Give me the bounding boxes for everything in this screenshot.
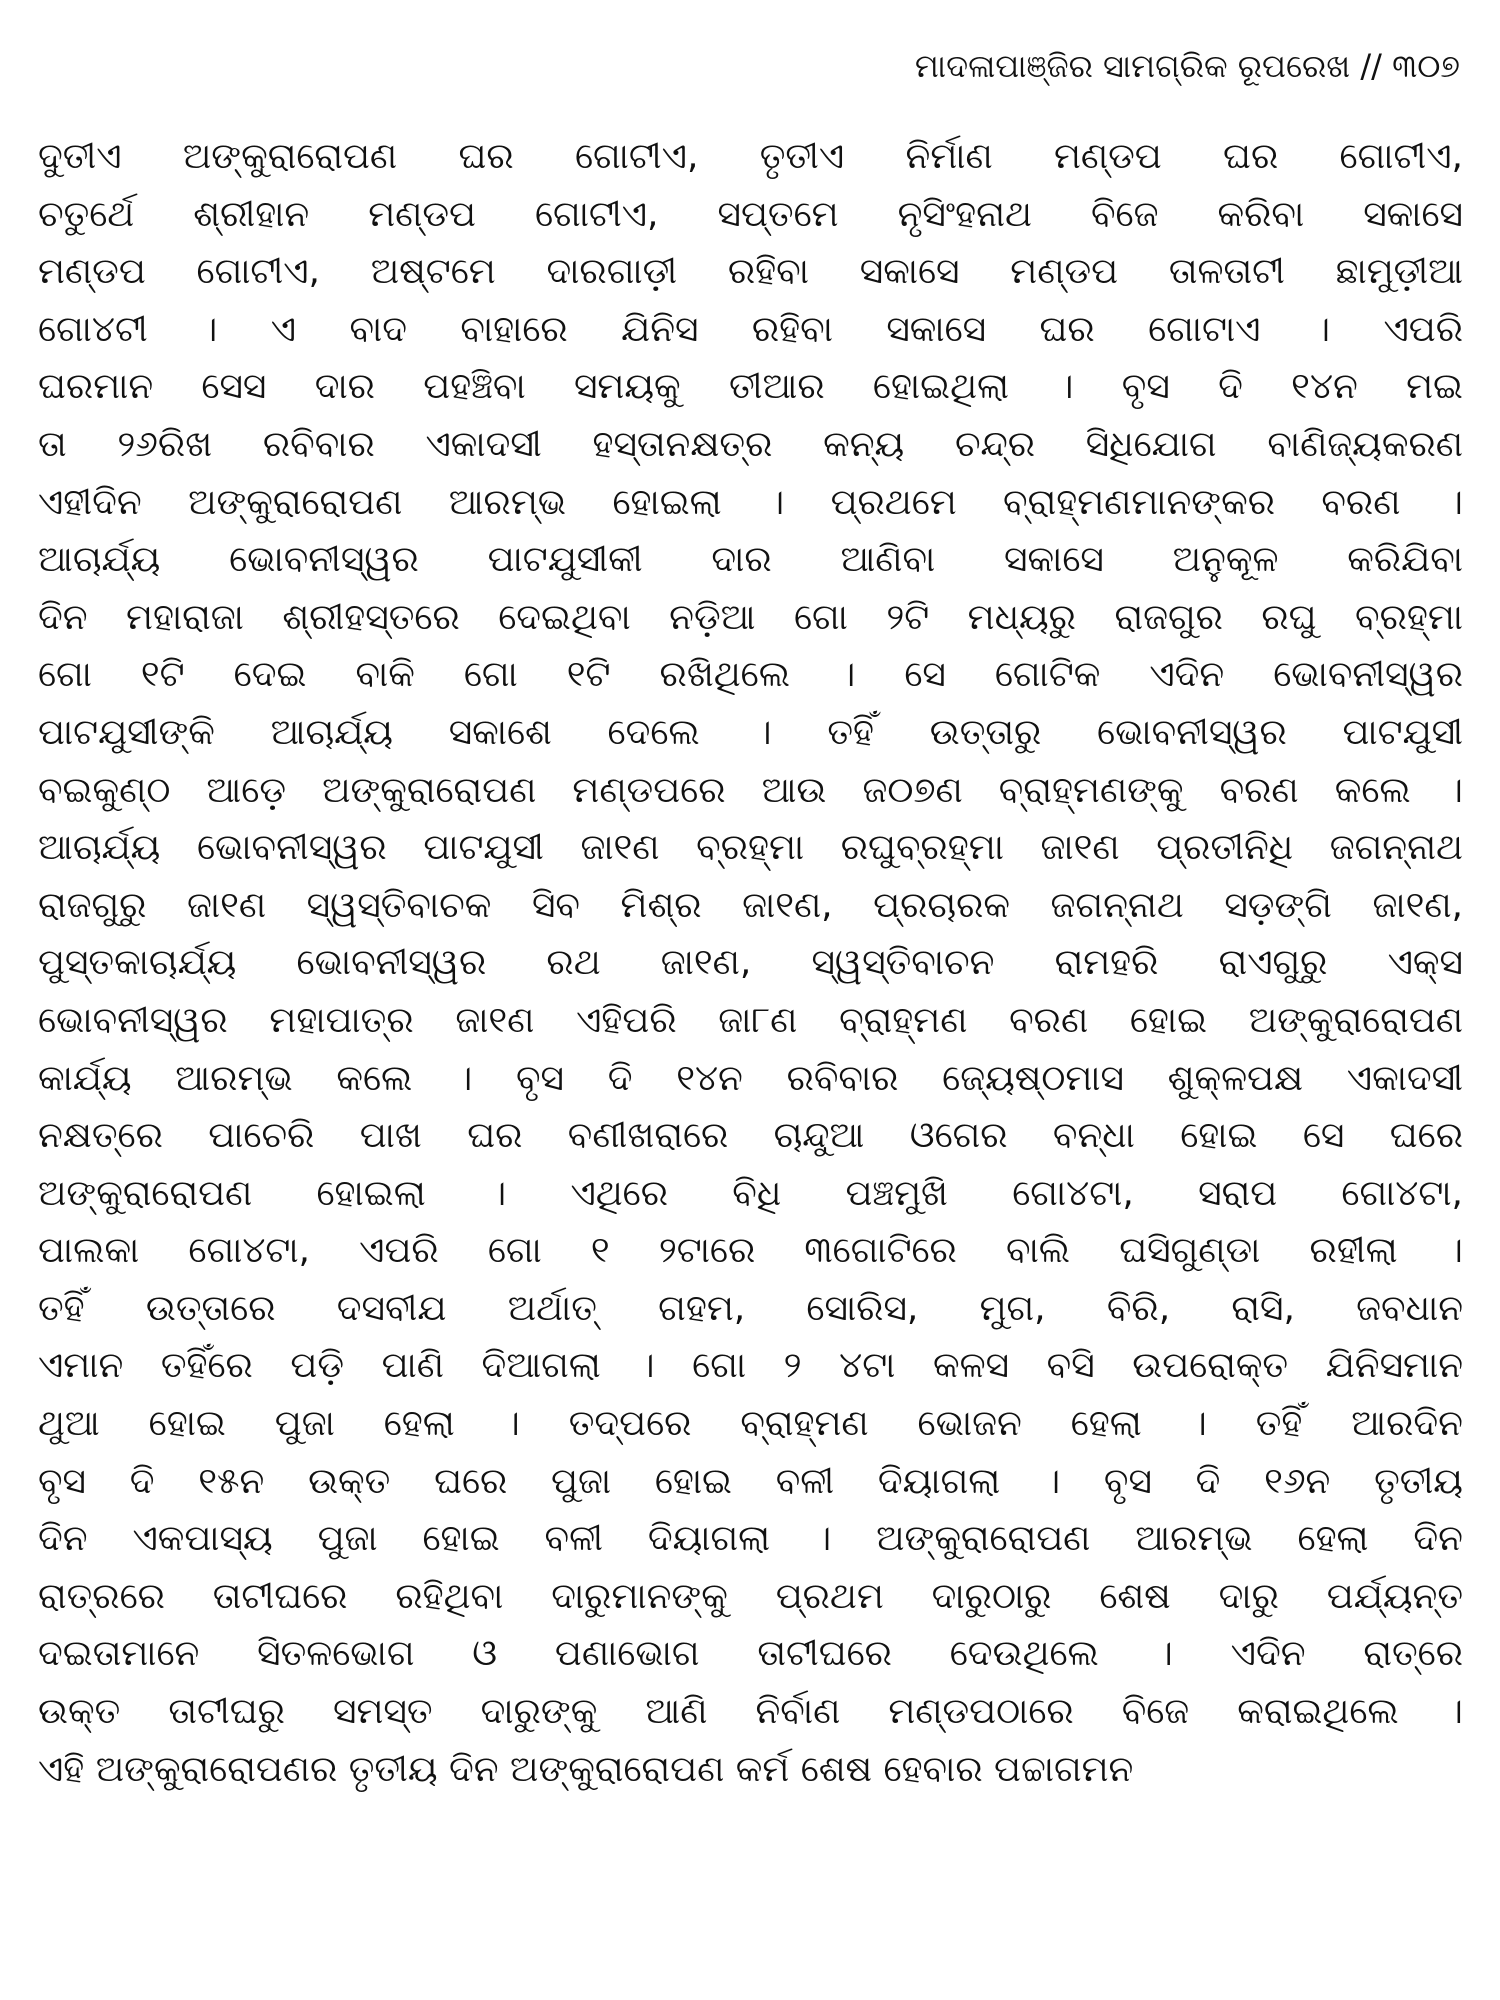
text-line: ମଣ୍ଡପ ଗୋଟୀଏ, ଅଷ୍ଟମେ ଦାରଗାଡ଼ୀ ରହିବା ସକାସେ ମଣ୍ଡପ ତାଳତାଟୀ ଛାମୁଡ଼ୀଆ — [38, 251, 1463, 293]
text-line: ତହିଁ ଉତ୍ତାରେ ଦସବୀଯ ଅର୍ଥାତ୍ ଗହମ, ସୋରିସ, ମୁଗ, ବିରି, ରାସି, ଜବଧାନ — [38, 1287, 1463, 1329]
text-line: ଅଙ୍କୁରାରୋପଣ ହୋଇଲା । ଏଥିରେ ବିଧି ପଞ୍ଚମୁଖି ଗୋ୪ଟା, ସରାପ ଗୋ୪ଟା, — [38, 1172, 1463, 1214]
text-line: ଏହି ଅଙ୍କୁରାରୋପଣର ତୃତୀୟ ଦିନ ଅଙ୍କୁରାରୋପଣ କର୍ମ ଶେଷ ହେବାର ପଚ୍ଚାଗମନ — [38, 1748, 1134, 1790]
text-line: ଉକ୍ତ ତାଟୀଘରୁ ସମସ୍ତ ଦାରୁଙ୍କୁ ଆଣି ନିର୍ବାଣ ମଣ୍ଡପଠାରେ ବିଜେ କରାଇଥିଲେ । — [38, 1691, 1463, 1733]
text-line: ଆଚାର୍ଯ୍ୟ ଭୋବନୀସ୍ୱର ପାଟଯୁସୀ ଜା୧ଣ ବ୍ରହ୍ମା ରଘୁବ୍ରହ୍ମା ଜା୧ଣ ପ୍ରତୀନିଧି ଜଗନ୍ନାଥ — [38, 827, 1463, 869]
text-line: ନକ୍ଷତ୍ରେ ପାଚେରି ପାଖ ଘର ବଣୀଖରାରେ ଚାନ୍ଦୁଆ ଓଗେର ବନ୍ଧା ହୋଇ ସେ ଘରେ — [38, 1115, 1463, 1157]
text-line: ଥୁଆ ହୋଇ ପୁଜା ହେଲା । ତଦ୍‌ପରେ ବ୍ରାହ୍ମଣ ଭୋଜନ ହେଲା । ତହିଁ ଆରଦିନ — [38, 1403, 1463, 1445]
text-line: ଦିନ ମହାରାଜା ଶ୍ରୀହସ୍ତରେ ଦେଇଥିବା ନଡ଼ିଆ ଗୋ ୨ଟି ମଧ୍ୟରୁ ରାଜଗୁର ରଘୁ ବ୍ରହ୍ମା — [38, 596, 1463, 638]
text-line: ଗୋ ୧ଟି ଦେଇ ବାକି ଗୋ ୧ଟି ରଖିଥିଲେ । ସେ ଗୋଟିକ ଏଦିନ ଭୋବନୀସ୍ୱର — [38, 654, 1463, 696]
text-line: ଭୋବନୀସ୍ୱର ମହାପାତ୍ର ଜା୧ଣ ଏହିପରି ଜା୮ଣ ବ୍ରାହ୍ମଣ ବରଣ ହୋଇ ଅଙ୍କୁରାରୋପଣ — [38, 999, 1463, 1041]
text-line: ଦଇତାମାନେ ସିତଳଭୋଗ ଓ ପଣାଭୋଗ ତାଟୀଘରେ ଦେଉଥିଲେ । ଏଦିନ ରାତ୍ରେ — [38, 1633, 1463, 1675]
text-line: ଦିନ ଏକପାସ୍ୟ ପୁଜା ହୋଇ ବଳୀ ଦିୟାଗଲା । ଅଙ୍କୁରାରୋପଣ ଆରମ୍ଭ ହେଲା ଦିନ — [38, 1518, 1463, 1560]
text-line: ପାଲକା ଗୋ୪ଟା, ଏପରି ଗୋ ୧ ୨ଟାରେ ୩ଗୋଟିରେ ବାଲି ଘସିଗୁଣ୍ଡା ରହୀଲା । — [38, 1230, 1463, 1272]
text-line: ବଇକୁଣ୍ଠ ଆଡ଼େ ଅଙ୍କୁରାରୋପଣ ମଣ୍ଡପରେ ଆଉ ଜ୦୭ଣ ବ୍ରାହ୍ମଣଙ୍କୁ ବରଣ କଲେ । — [38, 769, 1463, 811]
text-line: ରାଜଗୁରୁ ଜା୧ଣ ସ୍ୱସ୍ତିବାଚକ ସିବ ମିଶ୍ର ଜା୧ଣ, ପ୍ରଚାରକ ଜଗନ୍ନାଥ ସଡ଼ଙ୍ଗି ଜା୧ଣ, — [38, 884, 1463, 926]
text-line: ଗୋ୪ଟୀ । ଏ ବାଦ ବାହାରେ ଯିନିସ ରହିବା ସକାସେ ଘର ଗୋଟାଏ । ଏପରି — [38, 308, 1463, 350]
running-header: ମାଦଳାପାଞ୍ଜିର ସାମଗ୍ରିକ ରୂପରେଖ // ୩୦୭ — [914, 47, 1460, 85]
text-line: ବୃସ ଦି ୧୫ନ ଉକ୍ତ ଘରେ ପୁଜା ହୋଇ ବଳୀ ଦିୟାଗଲା । ବୃସ ଦି ୧୬ନ ତୃତୀୟ — [38, 1460, 1463, 1502]
text-line: ଦୁତୀଏ ଅଙ୍କୁରାରୋପଣ ଘର ଗୋଟୀଏ, ତୃତୀଏ ନିର୍ମାଣ ମଣ୍ଡପ ଘର ଗୋଟୀଏ, — [38, 136, 1463, 177]
text-line: ତା ୨୬ରିଖ ରବିବାର ଏକାଦସୀ ହସ୍ତାନକ୍ଷତ୍ର କନ୍ୟ ଚନ୍ଦ୍ର ସିଧିଯୋଗ ବାଣିଜ୍ୟକରଣ — [38, 423, 1463, 465]
text-line: ପାଟଯୁସୀଙ୍କି ଆଚାର୍ଯ୍ୟ ସକାଶେ ଦେଲେ । ତହିଁ ଉତ୍ତାରୁ ଭୋବନୀସ୍ୱର ପାଟଯୁସୀ — [38, 711, 1463, 753]
text-line: ଏହୀଦିନ ଅଙ୍କୁରାରୋପଣ ଆରମ୍ଭ ହୋଇଲା । ପ୍ରଥମେ ବ୍ରାହ୍ମଣମାନଙ୍କର ବରଣ । — [38, 481, 1463, 523]
body-text — [38, 128, 1463, 1798]
text-line: ଏମାନ ତହିଁରେ ପଡ଼ି ପାଣି ଦିଆଗଲା । ଗୋ ୨ ୪ଟା କଳସ ବସି ଉପରୋକ୍ତ ଯିନିସମାନ — [38, 1345, 1463, 1387]
text-line: ଘରମାନ ସେସ ଦାର ପହଞ୍ଚିବା ସମୟକୁ ତୀଆର ହୋଇଥିଲା । ବୃସ ଦି ୧୪ନ ମଇ — [38, 366, 1463, 408]
text-line: ରାତ୍ରରେ ତାଟୀଘରେ ରହିଥିବା ଦାରୁମାନଙ୍କୁ ପ୍ରଥମ ଦାରୁଠାରୁ ଶେଷ ଦାରୁ ପର୍ଯ୍ୟନ୍ତ — [38, 1575, 1463, 1617]
text-line: ଆଚାର୍ଯ୍ୟ ଭୋବନୀସ୍ୱର ପାଟଯୁସୀକୀ ଦାର ଆଣିବା ସକାସେ ଅନୁକୂଳ କରିଯିବା — [38, 539, 1463, 581]
text-line: ପୁସ୍ତକାଚାର୍ଯ୍ୟ ଭୋବନୀସ୍ୱର ରଥ ଜା୧ଣ, ସ୍ୱସ୍ତିବାଚନ ରାମହରି ରାଏଗୁରୁ ଏକ୍ସ — [38, 942, 1463, 984]
text-line: ଚତୁର୍ଥେ ଶ୍ରୀହାନ ମଣ୍ଡପ ଗୋଟୀଏ, ସପ୍ତମେ ନୃସିଂହନାଥ ବିଜେ କରିବା ସକାସେ — [38, 193, 1463, 235]
text-line: କାର୍ଯ୍ୟ ଆରମ୍ଭ କଲେ । ବୃସ ଦି ୧୪ନ ରବିବାର ଜ୍ୟେଷ୍ଠମାସ ଶୁକ୍ଳପକ୍ଷ ଏକାଦସୀ — [38, 1057, 1463, 1099]
